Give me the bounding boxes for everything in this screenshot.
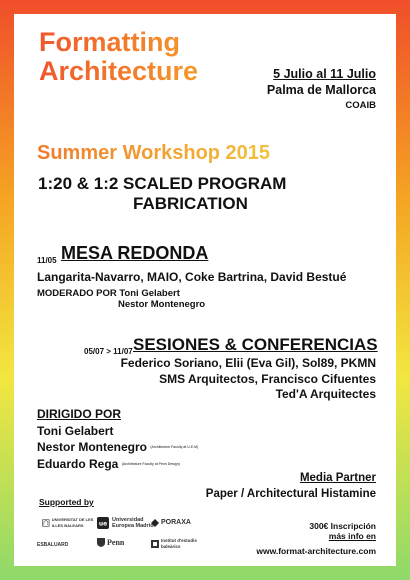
workshop-label: Summer Workshop 2015 [37, 142, 271, 164]
registration-fee: 300€ Inscripción [309, 521, 376, 531]
iebaleares-logo [151, 538, 197, 550]
more-info-label: más info en [328, 531, 376, 541]
sesiones-date: 05/07 > 11/07 [84, 347, 133, 356]
date-range: 5 Julio al 11 Julio [273, 67, 376, 81]
title-line-1: Formatting [39, 27, 180, 57]
esbaluard-logo-text: ESBALUARD [37, 542, 69, 548]
event-org: COAIB [345, 100, 376, 111]
director-2: Nestor Montenegro [37, 440, 148, 454]
sesiones-speakers [121, 356, 376, 403]
directors-label: DIRIGIDO POR [37, 407, 122, 421]
media-partner [206, 470, 376, 502]
director-3-affiliation: (Architecture Faculty at Penn Design) [121, 461, 180, 466]
workshop-title [38, 174, 286, 214]
mesa-title: MESA REDONDA [61, 243, 209, 263]
ieb-logo-line-1: Institut d'estudis [161, 538, 197, 543]
event-dates [267, 66, 376, 114]
svg-text:ue: ue [98, 520, 108, 528]
media-partner-name: Paper / Architectural Histamine [205, 488, 376, 500]
supported-by-label: Supported by [39, 497, 94, 507]
ieb-mark-icon [151, 540, 159, 548]
director-2-affiliation: (Architecture Faculty at U.E.M) [150, 445, 199, 449]
event-title [39, 28, 198, 86]
price-info [256, 521, 376, 556]
uib-emblem-icon [42, 517, 50, 529]
director-3: Eduardo Rega [37, 456, 119, 471]
uem-logo-line-2: Europea Madrid [112, 523, 154, 529]
penn-shield-icon [97, 538, 105, 547]
esbaluard-logo [37, 542, 68, 548]
title-line-2: Architecture [39, 56, 199, 86]
ieb-logo-line-2: baleàrics [161, 544, 181, 549]
poraxa-mark-icon [151, 519, 159, 527]
sesiones-line-2: SMS Arquitectos, Francisco Cifuentes [159, 371, 376, 386]
director-2-row [37, 439, 198, 456]
workshop-title-line-1: 1:20 & 1:2 SCALED PROGRAM [38, 174, 287, 193]
uib-logo [42, 517, 100, 529]
poster-panel [14, 14, 396, 566]
penn-logo-text: Penn [107, 537, 125, 547]
director-1: Toni Gelabert [37, 423, 114, 438]
uem-emblem-icon [97, 517, 109, 529]
poraxa-logo-text: PORAXA [161, 519, 191, 526]
media-partner-label: Media Partner [299, 472, 376, 484]
website-link[interactable]: www.format-architecture.com [256, 546, 376, 556]
sesiones-line-3: Ted'A Arquitectes [275, 387, 376, 401]
sesiones-title: SESIONES & CONFERENCIAS [133, 335, 378, 354]
mesa-participants: Langarita-Navarro, MAIO, Coke Bartrina, David Bestué [37, 270, 347, 284]
mesa-moderated-by: MODERADO POR Toni Gelabert [37, 288, 180, 299]
mesa-date: 11/05 [37, 256, 57, 265]
workshop-title-line-2: FABRICATION [133, 194, 248, 213]
sesiones-line-1: Federico Soriano, Elii (Eva Gil), Sol89, PKMN [120, 356, 376, 370]
director-3-row [37, 456, 198, 473]
mesa-moderator-2: Nestor Montenegro [118, 299, 206, 310]
mesa-moderators [37, 288, 205, 310]
uem-logo-line-1: Universidad [112, 517, 144, 523]
event-place: Palma de Mallorca [266, 83, 376, 97]
directors [37, 406, 198, 472]
penn-logo [97, 538, 124, 547]
poraxa-logo [151, 519, 191, 527]
uib-logo-text: UNIVERSITAT DE LES ILLES BALEARS [51, 517, 94, 528]
uem-logo [97, 517, 154, 529]
